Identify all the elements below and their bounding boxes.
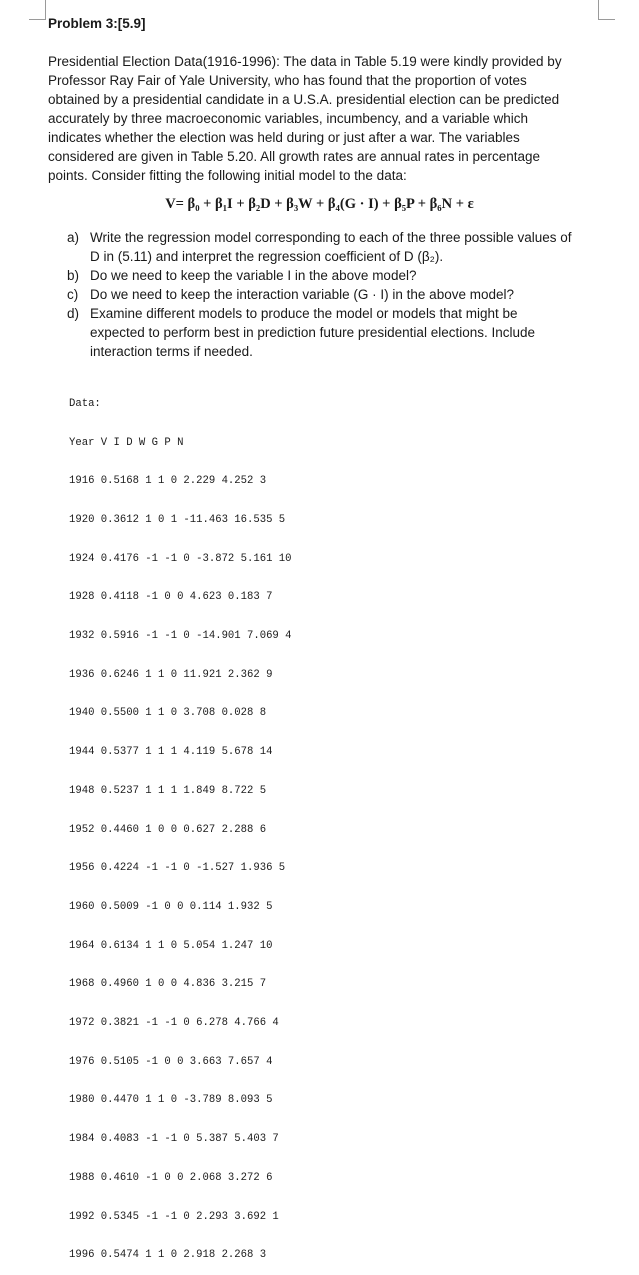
paragraph-line: Professor Ray Fair of Yale University, who has found that the proportion of votes <box>48 73 527 88</box>
paragraph-line: obtained by a presidential candidate in a U.S.A. presidential election can be predicted <box>48 92 560 107</box>
question-line: expected to perform best in prediction future presidential elections. Include <box>90 325 536 340</box>
question-line: Write the regression model corresponding to each of the three possible values of <box>90 230 572 245</box>
election-data-table <box>69 372 292 1275</box>
question-letter: b) <box>67 268 80 283</box>
question-letter: d) <box>67 306 80 321</box>
data-row: 1944 0.5377 1 1 1 4.119 5.678 14 <box>69 746 273 759</box>
data-row: 1952 0.4460 1 0 0 0.627 2.288 6 <box>69 823 267 836</box>
data-label: Data: <box>69 397 101 410</box>
data-row: 1988 0.4610 -1 0 0 2.068 3.272 6 <box>69 1171 273 1184</box>
paragraph-line: accurately by three macroeconomic variables, incumbency, and a variable which <box>48 111 528 126</box>
data-row: 1924 0.4176 -1 -1 0 -3.872 5.161 10 <box>69 552 292 565</box>
data-row: 1920 0.3612 1 0 1 -11.463 16.535 5 <box>69 513 286 526</box>
question-item <box>67 285 622 304</box>
question-letter: a) <box>67 230 80 245</box>
data-row: 1940 0.5500 1 1 0 3.708 0.028 8 <box>69 707 267 720</box>
data-row: 1972 0.3821 -1 -1 0 6.278 4.766 4 <box>69 1017 279 1030</box>
data-row: 1968 0.4960 1 0 0 4.836 3.215 7 <box>69 978 267 991</box>
data-row: 1936 0.6246 1 1 0 11.921 2.362 9 <box>69 668 273 681</box>
page-corner-mark-top-right-vertical <box>598 0 599 20</box>
page-corner-mark-top-left <box>29 19 46 20</box>
data-row: 1932 0.5916 -1 -1 0 -14.901 7.069 4 <box>69 630 292 643</box>
problem-description <box>48 52 596 185</box>
model-equation: V= β₀ + β₁I + β₂D + β₃W + β₄(G · I) + β₅P + β₆N + ε <box>165 196 474 212</box>
question-line: D in (5.11) and interpret the regression coefficient of D (β₂). <box>90 249 444 264</box>
data-row: 1916 0.5168 1 1 0 2.229 4.252 3 <box>69 475 267 488</box>
question-line: Do we need to keep the interaction variable (G · I) in the above model? <box>90 287 514 302</box>
data-row: 1984 0.4083 -1 -1 0 5.387 5.403 7 <box>69 1133 279 1146</box>
data-row: 1956 0.4224 -1 -1 0 -1.527 1.936 5 <box>69 862 286 875</box>
paragraph-line: Presidential Election Data(1916-1996): The data in Table 5.19 were kindly provided by <box>48 54 562 69</box>
paragraph-line: indicates whether the election was held during or just after a war. The variables <box>48 130 520 145</box>
data-row: 1992 0.5345 -1 -1 0 2.293 3.692 1 <box>69 1210 279 1223</box>
problem-title: Problem 3:[5.9] <box>48 16 146 31</box>
data-row: 1928 0.4118 -1 0 0 4.623 0.183 7 <box>69 591 273 604</box>
question-letter: c) <box>67 287 79 302</box>
paragraph-line: points. Consider fitting the following initial model to the data: <box>48 168 407 183</box>
question-item <box>67 228 622 266</box>
data-row: 1996 0.5474 1 1 0 2.918 2.268 3 <box>69 1249 267 1262</box>
question-line: Examine different models to produce the model or models that might be <box>90 306 518 321</box>
question-item <box>67 304 622 361</box>
data-row: 1964 0.6134 1 1 0 5.054 1.247 10 <box>69 939 273 952</box>
page-corner-mark-top-right <box>598 19 615 20</box>
question-line: Do we need to keep the variable I in the above model? <box>90 268 417 283</box>
data-row: 1976 0.5105 -1 0 0 3.663 7.657 4 <box>69 1055 273 1068</box>
data-row: 1948 0.5237 1 1 1 1.849 8.722 5 <box>69 784 267 797</box>
data-row: 1960 0.5009 -1 0 0 0.114 1.932 5 <box>69 900 273 913</box>
data-header-row: Year V I D W G P N <box>69 436 184 449</box>
question-line: interaction terms if needed. <box>90 344 253 359</box>
question-list <box>67 228 622 361</box>
page-corner-mark-top-left-vertical <box>45 0 46 20</box>
paragraph-line: considered are given in Table 5.20. All growth rates are annual rates in percentage <box>48 149 541 164</box>
question-item <box>67 266 622 285</box>
data-row: 1980 0.4470 1 1 0 -3.789 8.093 5 <box>69 1094 273 1107</box>
